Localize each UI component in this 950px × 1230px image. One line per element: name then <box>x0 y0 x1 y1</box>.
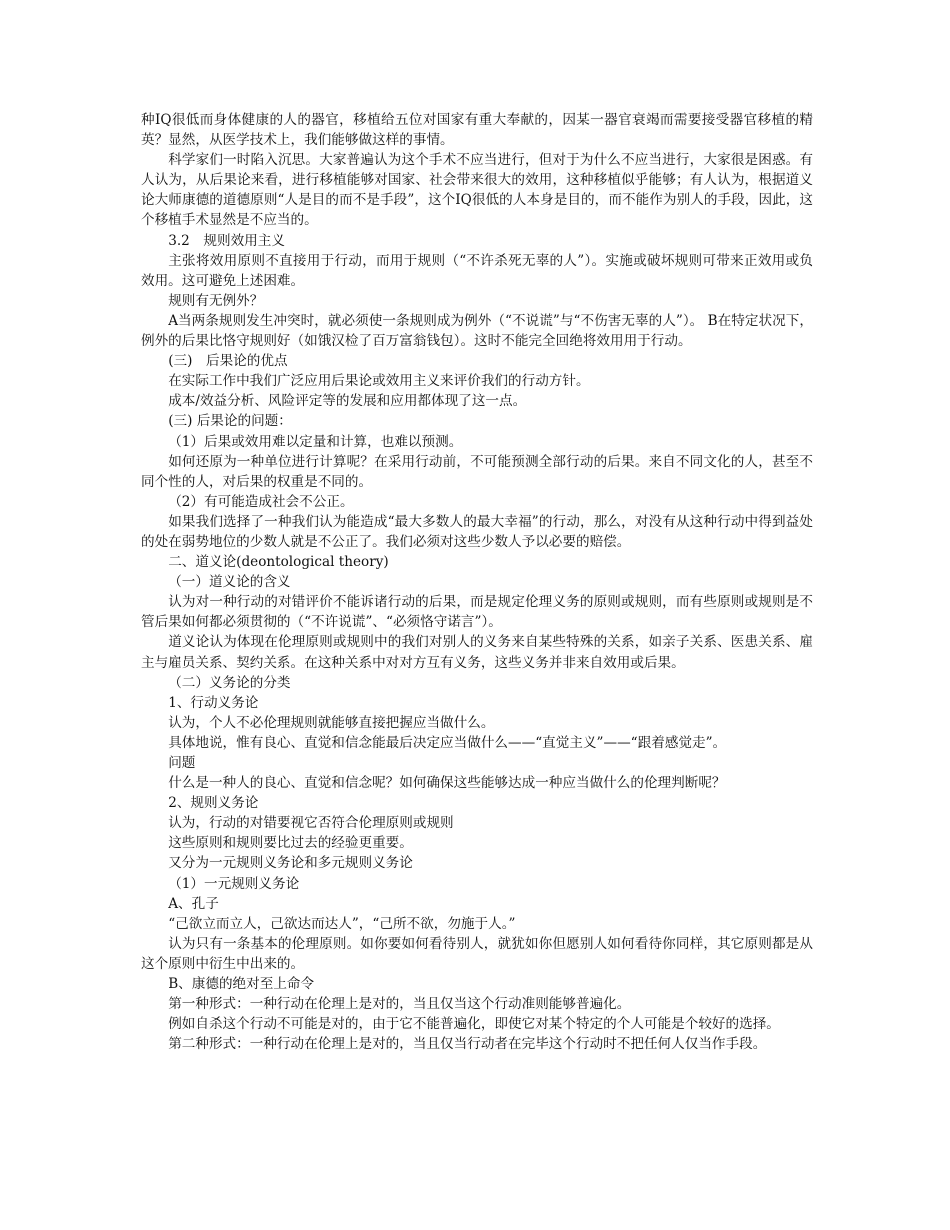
paragraph: 3.2 规则效用主义 <box>168 232 285 249</box>
paragraph: 认为对一种行动的对错评价不能诉诸行动的后果，而是规定伦理义务的原则或规则，而有些原则或规则是不管后果如何都必须贯彻的（“不许说谎”、“必须恪守诺言”）。 <box>141 594 813 631</box>
paragraph: （2）有可能造成社会不公正。 <box>168 493 354 510</box>
paragraph: （二）义务论的分类 <box>168 674 291 691</box>
paragraph: 例如自杀这个行动不可能是对的，由于它不能普遍化，即使它对某个特定的个人可能是个较好的选择。 <box>168 1016 780 1033</box>
paragraph: 这些原则和规则要比过去的经验更重要。 <box>168 835 413 852</box>
paragraph: 又分为一元规则义务论和多元规则义务论 <box>168 855 413 872</box>
paragraph: (三) 后果论的优点 <box>168 353 288 370</box>
paragraph: 在实际工作中我们广泛应用后果论或效用主义来评价我们的行动方针。 <box>168 373 590 390</box>
paragraph: A、孔子 <box>168 895 219 912</box>
paragraph: 如何还原为一种单位进行计算呢？在采用行动前，不可能预测全部行动的后果。来自不同文化的人，甚至不同个性的人，对后果的权重是不同的。 <box>141 453 813 490</box>
paragraph: （1）一元规则义务论 <box>168 875 300 892</box>
document-body <box>141 110 813 1054</box>
paragraph: 什么是一种人的良心、直觉和信念呢？如何确保这些能够达成一种应当做什么的伦理判断呢？ <box>168 775 726 792</box>
paragraph: 2、规则义务论 <box>168 795 259 812</box>
paragraph: 问题 <box>168 755 196 771</box>
paragraph: 主张将效用原则不直接用于行动，而用于规则（“不许杀死无辜的人”）。实施或破坏规则可带来正效用或负效用。这可避免上述困难。 <box>141 252 813 289</box>
paragraph: 第二种形式：一种行动在伦理上是对的，当且仅当行动者在完毕这个行动时不把任何人仅当作手段。 <box>168 1036 767 1053</box>
paragraph: 第一种形式：一种行动在伦理上是对的，当且仅当这个行动准则能够普遍化。 <box>168 996 631 1013</box>
paragraph: 认为，个人不必伦理规则就能够直接把握应当做什么。 <box>168 714 495 731</box>
paragraph: （1）后果或效用难以定量和计算，也难以预测。 <box>168 433 463 450</box>
paragraph: 具体地说，惟有良心、直觉和信念能最后决定应当做什么——“直觉主义”——“跟着感觉走”。 <box>168 734 727 751</box>
paragraph: 科学家们一时陷入沉思。大家普遍认为这个手术不应当进行，但对于为什么不应当进行，大家很是困惑。有人认为，从后果论来看，进行移植能够对国家、社会带来很大的效用，这种移植似乎能够；有人认为，根据道义论大师康德的道德原则“人是目的而不是手段”，这个IQ很低的人本身是目的，而不能作为别人的手段，因此，这个移植手术显然是不应当的。 <box>141 152 813 229</box>
paragraph: 如果我们选择了一种我们认为能造成“最大多数人的最大幸福”的行动，那么，对没有从这种行动中得到益处的处在弱势地位的少数人就是不公正了。我们必须对这些少数人予以必要的赔偿。 <box>141 513 813 550</box>
paragraph: （一）道义论的含义 <box>168 574 291 591</box>
paragraph: 认为，行动的对错要视它否符合伦理原则或规则 <box>168 815 454 832</box>
paragraph: 道义论认为体现在伦理原则或规则中的我们对别人的义务来自某些特殊的关系，如亲子关系、医患关系、雇主与雇员关系、契约关系。在这种关系中对对方互有义务，这些义务并非来自效用或后果。 <box>141 634 813 671</box>
paragraph: 二、道义论(deontological theory) <box>168 554 389 571</box>
paragraph: “己欲立而立人，己欲达而达人”，“己所不欲，勿施于人。” <box>168 915 516 932</box>
paragraph: A当两条规则发生冲突时，就必须使一条规则成为例外（“不说谎”与“不伤害无辜的人”）。 B在特定状况下，例外的后果比恪守规则好（如饿汉检了百万富翁钱包）。这时不能完全回绝将效用用于行动。 <box>141 312 813 350</box>
paragraph: 成本/效益分析、风险评定等的发展和应用都体现了这一点。 <box>168 393 527 410</box>
paragraph: 种IQ很低而身体健康的人的器官，移植给五位对国家有重大奉献的，因某一器官衰竭而需要接受器官移植的精英？显然，从医学技术上，我们能够做这样的事情。 <box>141 112 813 149</box>
paragraph: 认为只有一条基本的伦理原则。如你要如何看待别人，就犹如你但愿别人如何看待你同样，其它原则都是从这个原则中衍生中出来的。 <box>141 935 813 972</box>
paragraph: 1、行动义务论 <box>168 694 259 711</box>
paragraph: (三) 后果论的问题： <box>168 413 292 430</box>
paragraph: 规则有无例外？ <box>168 292 264 309</box>
paragraph: B、康德的绝对至上命令 <box>168 976 315 993</box>
